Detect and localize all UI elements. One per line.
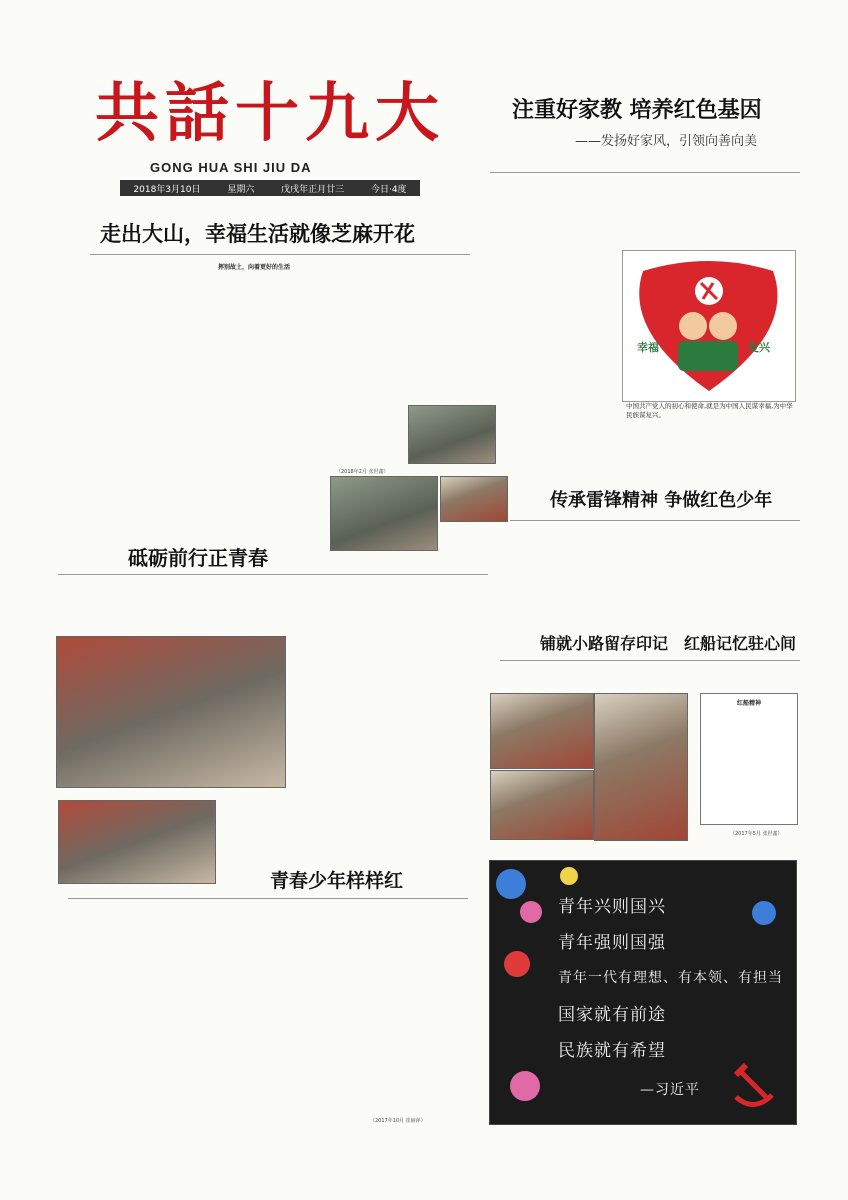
lunar-date: 戊戌年正月廿三 [281, 184, 345, 195]
article4-headline: 铺就小路留存印记 红船记忆驻心间 [540, 634, 797, 653]
article-body-text [60, 580, 480, 620]
chalk-line-5: 民族就有希望 [558, 1041, 666, 1061]
article-body-text [335, 262, 475, 402]
article5-headline: 青春少年样样红 [270, 870, 404, 892]
party-family-logo [622, 250, 796, 402]
divider [68, 898, 468, 899]
chalk-signature: —习近平 [640, 1082, 700, 1098]
masthead-title: 共話十九大 [95, 76, 445, 151]
article-body-text [292, 636, 490, 824]
article2-headline: 传承雷锋精神 争做红色少年 [550, 490, 773, 511]
chalk-line-2: 青年强则国强 [558, 933, 666, 953]
date: 2018年3月10日 [133, 184, 201, 195]
children-photo [490, 693, 594, 769]
family-emblem-icon [623, 251, 795, 401]
students-photo [58, 800, 216, 884]
divider [490, 172, 800, 173]
divider [90, 254, 470, 255]
weather: 今日·4度 [370, 184, 407, 195]
red-boat-sidebar [700, 693, 798, 825]
article-body-text [622, 425, 794, 470]
weekday: 星期六 [227, 184, 255, 195]
family-photo [330, 476, 438, 551]
children-photo [594, 693, 688, 841]
logo-caption: 中国共产党人的初心和使命,就是为中国人民谋幸福,为中华民族谋复兴。 [626, 402, 793, 419]
family-photo [408, 405, 496, 464]
masthead-pinyin: GONG HUA SHI JIU DA [150, 160, 312, 175]
article-body-text [512, 665, 797, 689]
logo-text-right: 复兴 [748, 341, 770, 354]
article-body-text [232, 800, 490, 858]
children-photo [490, 770, 594, 840]
chalk-line-3: 青年一代有理想、有本领、有担当 [558, 970, 783, 986]
students-photo [56, 636, 286, 788]
dateline-bar [120, 180, 420, 196]
sidebar-title: 红船精神 [736, 700, 761, 707]
top-right-headline: 注重好家教 培养红色基因 [512, 98, 762, 123]
photo-caption: （2017年10月 崔丽萍） [370, 1118, 426, 1124]
article-body-text [505, 180, 800, 248]
article-body-text [72, 925, 250, 1125]
divider [58, 574, 488, 575]
photo-caption: （2018年2月 张世鑫） [336, 469, 389, 475]
hammer-sickle-icon [726, 1057, 782, 1113]
article1-headline: 走出大山，幸福生活就像芝麻开花 [100, 222, 415, 246]
photo-caption: （2017年5月 张世鑫） [730, 831, 783, 837]
top-right-subhead: ——发扬好家风，引领向善向美 [575, 134, 758, 149]
article-body-text [218, 272, 330, 522]
family-photo [440, 476, 508, 522]
article-body-text [72, 906, 462, 920]
chalk-line-4: 国家就有前途 [558, 1005, 666, 1025]
logo-text-left: 幸福 [637, 341, 659, 354]
article-body-text [512, 530, 802, 610]
article-body-text [500, 250, 620, 468]
article3-headline: 砥砺前行正青春 [128, 546, 268, 570]
article-body-text [92, 262, 210, 524]
chalkboard-drawing [489, 860, 797, 1125]
chalk-line-1: 青年兴则国兴 [558, 897, 666, 917]
divider [510, 520, 800, 521]
article1-section-title: 挥别故土，向着更好的生活 [218, 264, 291, 271]
article-body-text [258, 925, 462, 1105]
divider [500, 660, 800, 661]
